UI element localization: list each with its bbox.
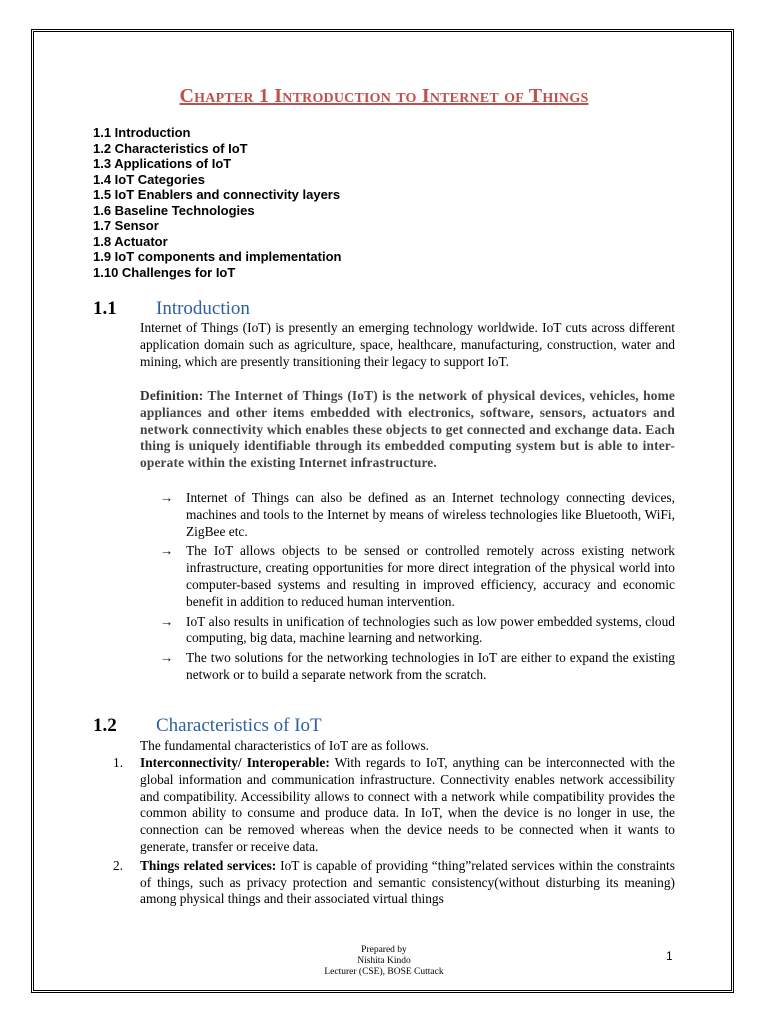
toc-item: 1.1 Introduction [93,125,191,140]
toc-item: 1.2 Characteristics of IoT [93,140,248,156]
section-heading-characteristics [93,715,322,737]
intro-paragraph: Internet of Things (IoT) is presently an emerging technology worldwide. IoT cuts across different application domain such as agriculture, space, healthcare, manufacturing, construction, water and mining, which are presently transitioning their legacy to support IoT. [140,320,675,369]
arrow-icon: → [160,650,174,666]
section-heading-introduction [93,298,250,320]
list-item [160,650,675,684]
list-item [160,490,675,540]
item-number: 1. [113,755,124,770]
bullet-text: The two solutions for the networking technologies in IoT are either to expand the existing network or to build a separate network from the scratch. [186,650,675,682]
definition-label: Definition: [140,388,204,403]
table-of-contents [93,125,341,280]
section-title: Introduction [156,298,250,319]
section-title: Characteristics of IoT [156,715,322,736]
characteristics-intro: The fundamental characteristics of IoT are as follows. [140,738,430,753]
toc-item: 1.8 Actuator [93,233,168,249]
bullet-text: IoT also results in unification of technologies such as low power embedded systems, cloud computing, big data, machine learning and networking. [186,613,675,646]
list-item [113,755,675,856]
list-item [113,858,675,908]
toc-item: 1.6 Baseline Technologies [93,202,255,218]
bullet-text: Internet of Things can also be defined as an Internet technology connecting devices, machines and tools to the Internet by means of wireless technologies like Bluetooth, WiFi, ZigBee etc. [186,490,675,539]
toc-item: 1.7 Sensor [93,218,159,233]
page-footer [0,945,768,978]
list-item [160,543,675,610]
toc-item: 1.10 Challenges for IoT [93,264,236,280]
item-number: 2. [113,857,124,873]
footer-author: Nishita Kindo [357,956,411,966]
item-text: With regards to IoT, anything can be interconnected with the global information and communication infrastructure. Connectivity enables network accessibility and compatibility. Accessibility allows to connect with a network while compatibility provides the common ability to consume and produce data. In IoT, when the device is no longer in use, the connection can be removed whereas when the device needs to be connected when it wants to generate, transfer or receive data. [140,755,675,854]
toc-item: 1.4 IoT Categories [93,171,205,187]
intro-bullet-list [160,490,675,687]
page-number: 1 [666,949,673,963]
toc-item: 1.3 Applications of IoT [93,156,232,171]
arrow-icon: → [160,543,174,559]
definition-paragraph [140,388,675,472]
toc-item: 1.5 IoT Enablers and connectivity layers [93,187,341,202]
item-label: Interconnectivity/ Interoperable: [140,755,330,770]
arrow-icon: → [160,490,174,505]
characteristics-list [113,755,675,910]
section-number: 1.2 [93,715,117,736]
chapter-title: Chapter 1 Introduction to Internet of Things [179,85,589,107]
bullet-text: The IoT allows objects to be sensed or controlled remotely across existing network infrastructure, creating opportunities for more direct integration of the physical world into computer-based systems and resulting in improved efficiency, accuracy and economic benefit in addition to reduced human intervention. [186,543,675,609]
definition-text: The Internet of Things (IoT) is the network of physical devices, vehicles, home appliances and other items embedded with electronics, software, sensors, actuators and network connectivity which enables these objects to get connected and exchange data. Each thing is uniquely identifiable through its embedded computing system but is able to inter-operate within the existing Internet infrastructure. [140,388,675,471]
item-label: Things related services: [140,857,277,873]
section-number: 1.1 [93,298,117,319]
list-item [160,614,675,648]
footer-affiliation: Lecturer (CSE), BOSE Cuttack [324,967,444,977]
footer-prepared-by: Prepared by [361,945,407,955]
toc-item: 1.9 IoT components and implementation [93,249,342,264]
item-text: IoT is capable of providing “thing”related services within the constraints of things, such as privacy protection and semantic consistency(without disturbing its meaning) among physical things and their associated virtual things [140,857,675,907]
arrow-icon: → [160,613,174,629]
